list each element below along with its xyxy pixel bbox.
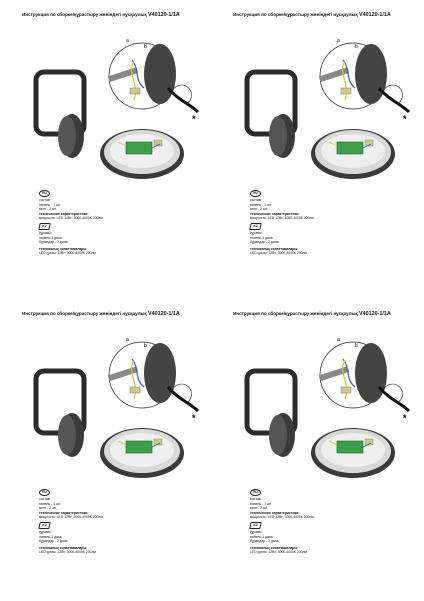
kz-line: құрамы: — [39, 230, 52, 235]
wire-label-a: a — [337, 337, 340, 343]
kz-badge: KZ — [38, 522, 50, 529]
kz-badge: KZ — [38, 223, 50, 230]
kz-tech: LED қуаты: 12Вт; 3000-4000К 200лм — [39, 251, 96, 256]
instruction-panel — [22, 12, 222, 302]
driver-bottom-view-drawing — [100, 428, 184, 478]
lamp-frame-drawing — [36, 72, 84, 158]
ru-line: состав: — [250, 497, 262, 501]
ru-tech-header: технические характеристики: — [39, 510, 89, 515]
instruction-panel — [233, 12, 424, 302]
title-text: Инструкция по сборке/құрастыру жөніндегі нұсқаулық — [233, 12, 358, 17]
ru-line: панель - 1 шт. — [250, 202, 272, 207]
lamp-frame-drawing — [247, 72, 295, 158]
wire-label-b: b — [355, 44, 358, 50]
title-text: Инструкция по сборке/құрастыру жөніндегі нұсқаулық — [22, 311, 147, 316]
kz-line: бұрандар - 2 дана — [39, 240, 68, 245]
kz-line: панель-1 дана — [250, 235, 273, 240]
ru-line: состав: — [250, 198, 262, 202]
ru-line: винт - 2 шт. — [250, 506, 268, 511]
lamp-frame-drawing — [36, 371, 84, 457]
panel-title — [22, 311, 222, 317]
title-text: Инструкция по сборке/құрастыру жөніндегі нұсқаулық — [233, 311, 358, 316]
lamp-illustration — [233, 329, 424, 489]
kz-tech-header: техникалық сипаттамалары: — [39, 545, 88, 550]
model-number: V40120-1/1A — [148, 311, 180, 317]
lamp-illustration — [22, 30, 222, 190]
kz-line: құрамы: — [250, 529, 263, 534]
panel-title — [22, 12, 222, 18]
ru-line: состав: — [39, 198, 51, 202]
kz-tech-header: техникалық сипаттамалары: — [250, 545, 299, 550]
wiring-detail-drawing — [108, 337, 198, 423]
wire-label-b: b — [355, 343, 358, 349]
ru-badge: RU — [250, 190, 261, 197]
kz-badge: KZ — [249, 522, 261, 529]
model-number: V40120-1/1A — [359, 311, 391, 317]
kz-line: бұрандар - 2 дана — [250, 539, 279, 544]
ru-line: винт - 2 шт. — [39, 506, 57, 511]
ru-tech-header: технические характеристики: — [250, 211, 300, 216]
ru-tech: мощность: LED 12Вт; 3000-4000К 200лм — [39, 515, 103, 520]
spec-text — [250, 188, 410, 256]
instruction-panel — [233, 311, 424, 601]
star-mark: * — [192, 114, 196, 124]
instruction-panel — [22, 311, 222, 601]
wire-label-b: b — [144, 343, 147, 349]
lamp-frame-drawing — [247, 371, 295, 457]
wire-label-a: a — [337, 38, 340, 44]
wire-label-a: a — [126, 337, 129, 343]
lamp-illustration — [22, 329, 222, 489]
wire-label-b: b — [144, 44, 147, 50]
wire-label-a: a — [126, 38, 129, 44]
driver-bottom-view-drawing — [311, 129, 395, 179]
kz-tech-header: техникалық сипаттамалары: — [250, 246, 299, 251]
kz-line: панель-1 дана — [250, 534, 273, 539]
ru-tech: мощность: LED 12Вт; 3000-4000К 200лм — [250, 515, 314, 520]
kz-line: құрамы: — [39, 529, 52, 534]
spec-text — [39, 487, 199, 555]
kz-tech: LED қуаты: 12Вт; 3000-4000К 200лм — [250, 550, 307, 555]
kz-badge: KZ — [249, 223, 261, 230]
model-number: V40120-1/1A — [148, 12, 180, 18]
spec-text — [250, 487, 410, 555]
kz-tech: LED қуаты: 12Вт; 3000-4000К 200лм — [250, 251, 307, 256]
lamp-illustration — [233, 30, 424, 190]
spec-text — [39, 188, 199, 256]
ru-line: винт - 2 шт. — [250, 207, 268, 212]
star-mark: * — [403, 413, 407, 423]
star-mark: * — [403, 114, 407, 124]
ru-line: винт - 2 шт. — [39, 207, 57, 212]
wiring-detail-drawing — [319, 38, 409, 124]
driver-bottom-view-drawing — [311, 428, 395, 478]
ru-tech: мощность: LED 12Вт; 3000-4000К 200лм — [39, 216, 103, 221]
ru-badge: RU — [39, 489, 50, 496]
kz-tech-header: техникалық сипаттамалары: — [39, 246, 88, 251]
panel-title — [233, 311, 424, 317]
wiring-detail-drawing — [319, 337, 409, 423]
ru-badge: RU — [39, 190, 50, 197]
ru-tech-header: технические характеристики: — [250, 510, 300, 515]
wiring-detail-drawing — [108, 38, 198, 124]
kz-line: бұрандар - 2 дана — [39, 539, 68, 544]
title-text: Инструкция по сборке/құрастыру жөніндегі нұсқаулық — [22, 12, 147, 17]
ru-line: состав: — [39, 497, 51, 501]
kz-line: панель-1 дана — [39, 235, 62, 240]
ru-line: панель - 1 шт. — [39, 501, 61, 506]
kz-line: панель-1 дана — [39, 534, 62, 539]
kz-line: құрамы: — [250, 230, 263, 235]
ru-line: панель - 1 шт. — [39, 202, 61, 207]
star-mark: * — [192, 413, 196, 423]
ru-tech-header: технические характеристики: — [39, 211, 89, 216]
ru-badge: RU — [250, 489, 261, 496]
kz-line: бұрандар - 2 дана — [250, 240, 279, 245]
ru-tech: мощность: LED 12Вт; 3000-4000К 200лм — [250, 216, 314, 221]
model-number: V40120-1/1A — [359, 12, 391, 18]
panel-title — [233, 12, 424, 18]
kz-tech: LED қуаты: 12Вт; 3000-4000К 200лм — [39, 550, 96, 555]
driver-bottom-view-drawing — [100, 129, 184, 179]
ru-line: панель - 1 шт. — [250, 501, 272, 506]
